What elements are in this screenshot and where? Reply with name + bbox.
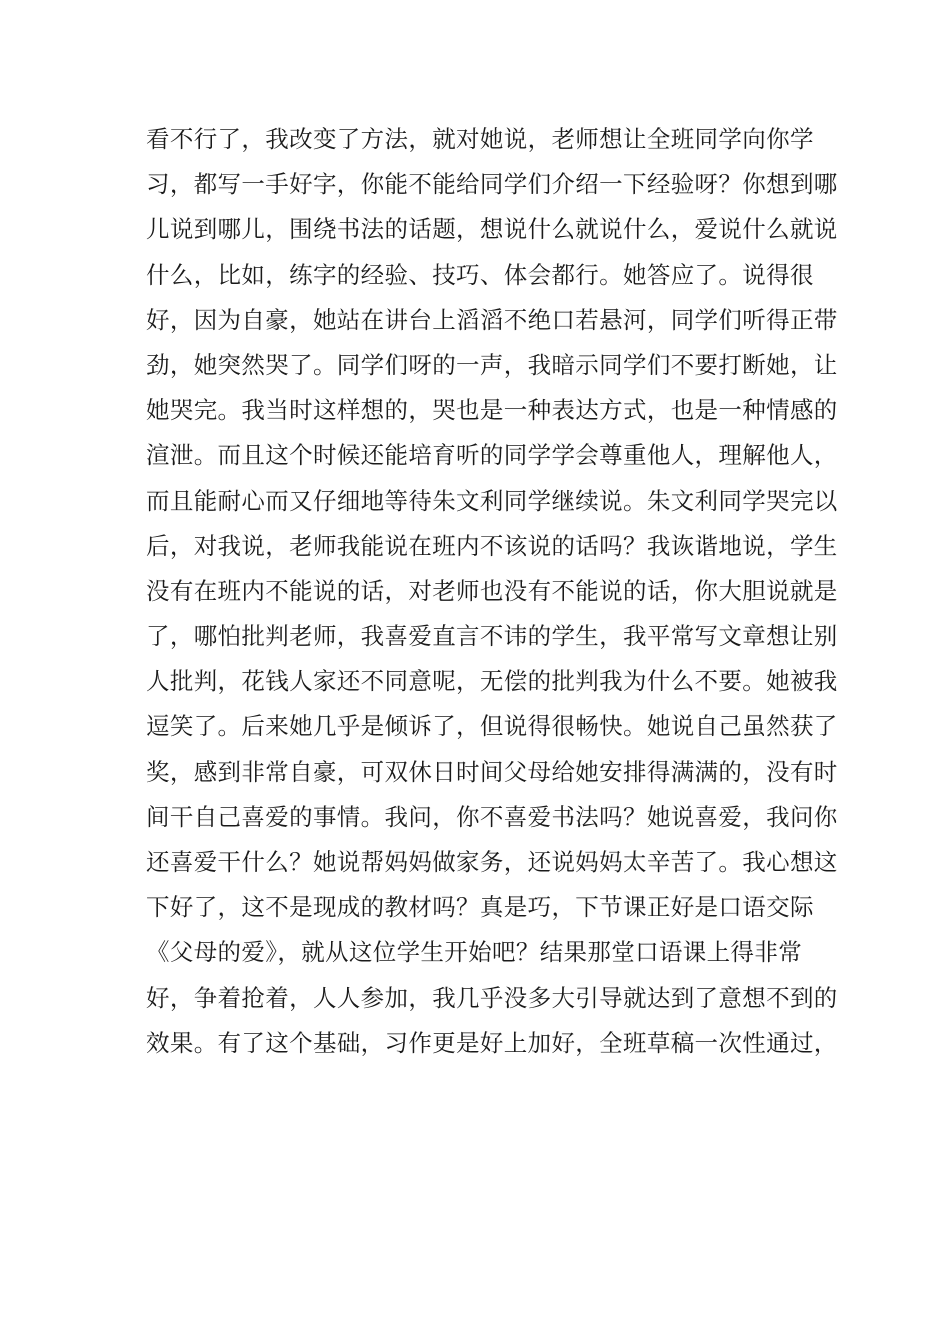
- text-line: 习，都写一手好字，你能不能给同学们介绍一下经验呀？你想到哪: [146, 170, 838, 199]
- text-line: 人批判，花钱人家还不同意呢，无偿的批判我为什么不要。她被我: [146, 667, 838, 696]
- text-line: 而且能耐心而又仔细地等待朱文利同学继续说。朱文利同学哭完以: [146, 486, 838, 515]
- text-line: 还喜爱干什么？她说帮妈妈做家务，还说妈妈太辛苦了。我心想这: [146, 848, 838, 876]
- text-line: 间干自己喜爱的事情。我问，你不喜爱书法吗？她说喜爱，我问你: [146, 802, 838, 831]
- text-line: 后，对我说，老师我能说在班内不该说的话吗？我诙谐地说，学生: [146, 531, 838, 560]
- text-line: 好，因为自豪，她站在讲台上滔滔不绝口若悬河，同学们听得正带: [146, 305, 838, 334]
- text-line: 《父母的爱》，就从这位学生开始吧？结果那堂口语课上得非常: [146, 938, 803, 967]
- text-line: 好，争着抢着，人人参加，我几乎没多大引导就达到了意想不到的: [146, 983, 838, 1012]
- text-line: 逗笑了。后来她几乎是倾诉了，但说得很畅快。她说自己虽然获了: [146, 712, 838, 741]
- text-line: 看不行了，我改变了方法，就对她说，老师想让全班同学向你学: [146, 125, 814, 153]
- text-line: 没有在班内不能说的话，对老师也没有不能说的话，你大胆说就是: [146, 576, 838, 605]
- text-line: 渲泄。而且这个时候还能培育听的同学学会尊重他人，理解他人，: [146, 441, 838, 470]
- text-line: 奖，感到非常自豪，可双休日时间父母给她安排得满满的，没有时: [146, 757, 838, 786]
- text-line: 她哭完。我当时这样想的，哭也是一种表达方式，也是一种情感的: [146, 396, 838, 425]
- text-line: 效果。有了这个基础，习作更是好上加好，全班草稿一次性通过，: [146, 1028, 838, 1057]
- body-text: [146, 118, 838, 1067]
- text-line: 儿说到哪儿，围绕书法的话题，想说什么就说什么，爱说什么就说: [146, 215, 838, 244]
- text-line: 劲，她突然哭了。同学们呀的一声，我暗示同学们不要打断她，让: [146, 350, 838, 379]
- text-line: 下好了，这不是现成的教材吗？真是巧，下节课正好是口语交际: [146, 893, 814, 922]
- text-line: 了，哪怕批判老师，我喜爱直言不讳的学生，我平常写文章想让别: [146, 622, 838, 651]
- text-line: 什么，比如，练字的经验、技巧、体会都行。她答应了。说得很: [146, 260, 814, 289]
